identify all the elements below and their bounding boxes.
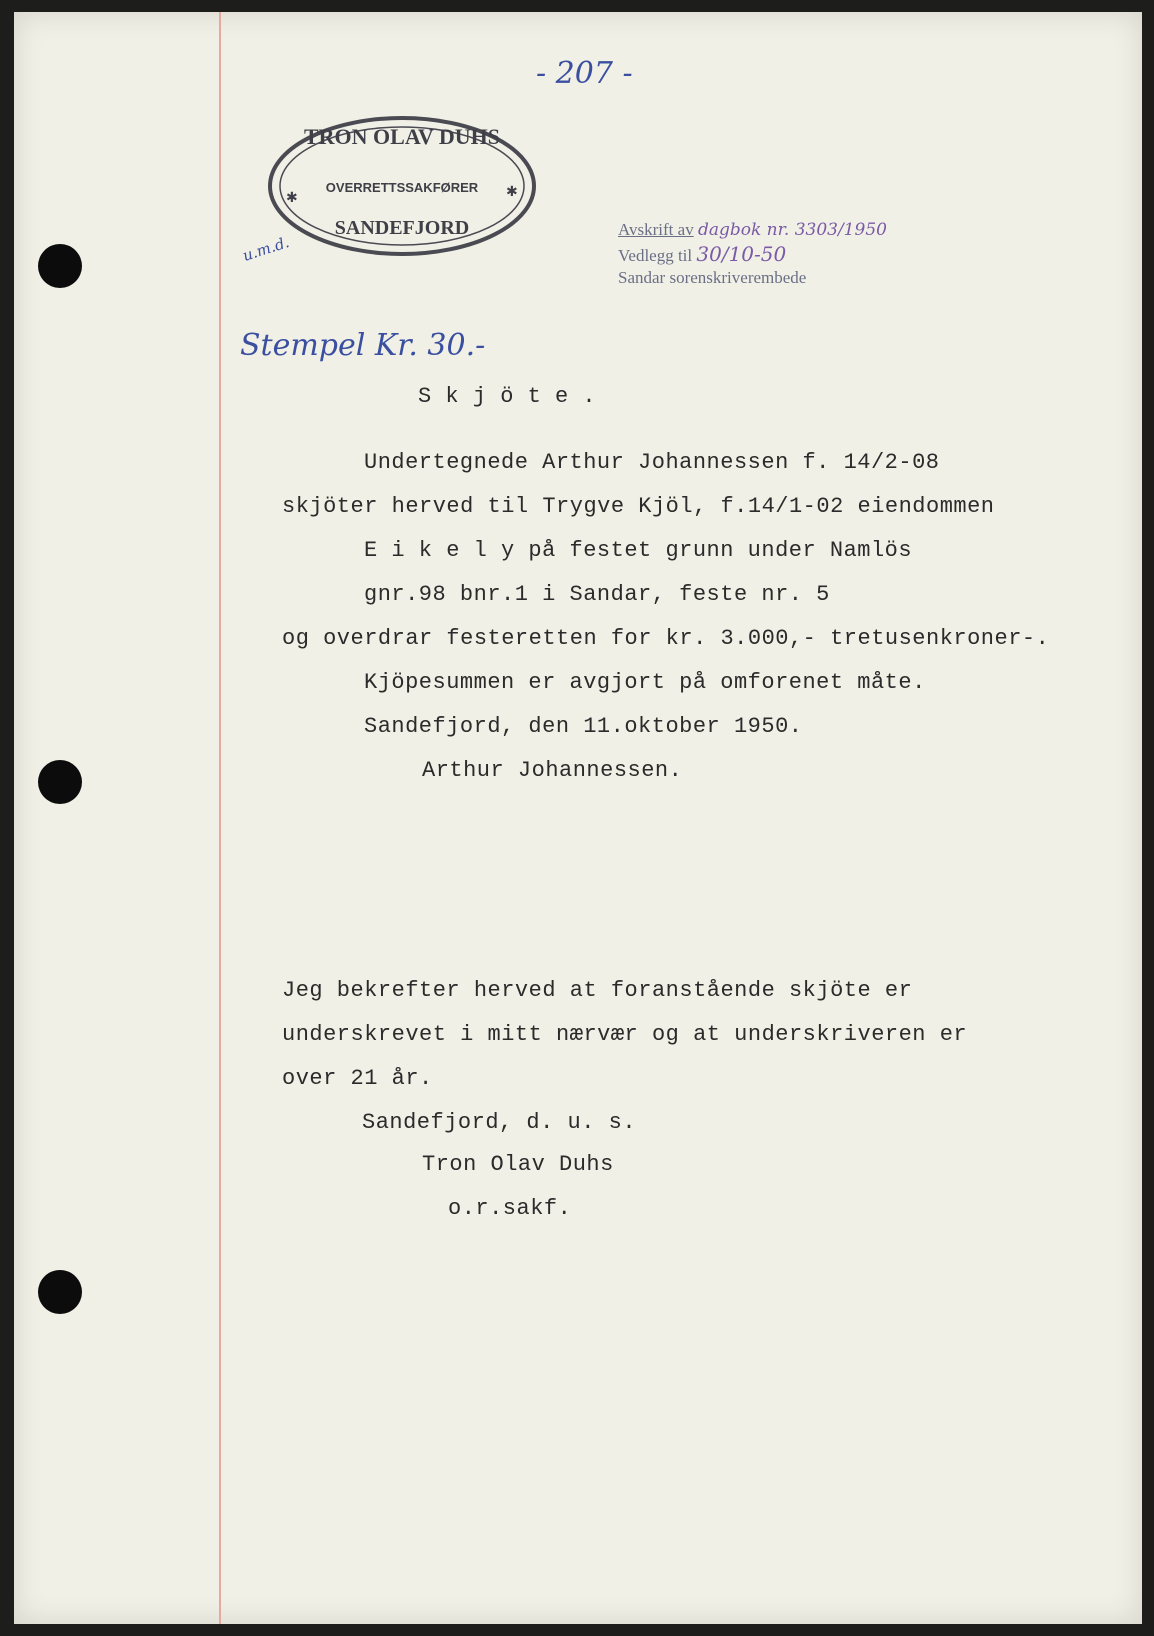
seal-title: OVERRETTSSAKFØRER xyxy=(325,180,479,195)
body-line: Sandefjord, den 11.oktober 1950. xyxy=(364,714,803,739)
confirmation-title: o.r.sakf. xyxy=(448,1196,572,1221)
margin-line xyxy=(219,12,221,1624)
registry-stamp-value: 30/10-50 xyxy=(696,242,787,266)
registry-stamp-line1 xyxy=(618,220,887,240)
confirmation-line: over 21 år. xyxy=(282,1066,433,1091)
body-line: gnr.98 bnr.1 i Sandar, feste nr. 5 xyxy=(364,582,830,607)
page-number: - 207 - xyxy=(536,56,633,91)
registry-stamp-value: dagbok nr. 3303/1950 xyxy=(697,220,887,240)
registry-stamp-label: Vedlegg til xyxy=(618,246,693,265)
confirmation-line: Jeg bekrefter herved at foranstående skjöte er xyxy=(282,978,913,1003)
confirmation-line: underskrevet i mitt nærvær og at underskriveren er xyxy=(282,1022,968,1047)
seal-city: SANDEFJORD xyxy=(334,217,470,239)
seal-star-icon: ✱ xyxy=(286,190,298,206)
punch-hole xyxy=(38,244,82,288)
seller-signature: Arthur Johannessen. xyxy=(422,758,683,783)
body-line: Kjöpesummen er avgjort på omforenet måte. xyxy=(364,670,926,695)
registry-stamp-line3: Sandar sorenskriverembede xyxy=(618,268,807,287)
document-title: S k j ö t e . xyxy=(418,384,597,409)
seal-star-icon: ✱ xyxy=(506,184,518,200)
stamp-duty-note: Stempel Kr. 30.- xyxy=(240,328,486,363)
lawyer-seal xyxy=(254,104,554,274)
registry-stamp-line2 xyxy=(618,242,786,266)
punch-hole xyxy=(38,1270,82,1314)
seal-name: TRON OLAV DUHS xyxy=(303,124,501,149)
body-line: og overdrar festeretten for kr. 3.000,- tretusenkroner-. xyxy=(282,626,1050,651)
body-line: E i k e l y på festet grunn under Namlös xyxy=(364,538,913,563)
body-line: skjöter herved til Trygve Kjöl, f.14/1-02 eiendommen xyxy=(282,494,995,519)
document-page xyxy=(14,12,1142,1624)
body-line: Undertegnede Arthur Johannessen f. 14/2-08 xyxy=(364,450,940,475)
seal-annotation: u.m.d. xyxy=(240,233,292,265)
punch-hole xyxy=(38,760,82,804)
confirmation-place-date: Sandefjord, d. u. s. xyxy=(362,1110,637,1135)
registry-stamp-label: Avskrift av xyxy=(618,220,694,239)
confirmation-name: Tron Olav Duhs xyxy=(422,1152,614,1177)
